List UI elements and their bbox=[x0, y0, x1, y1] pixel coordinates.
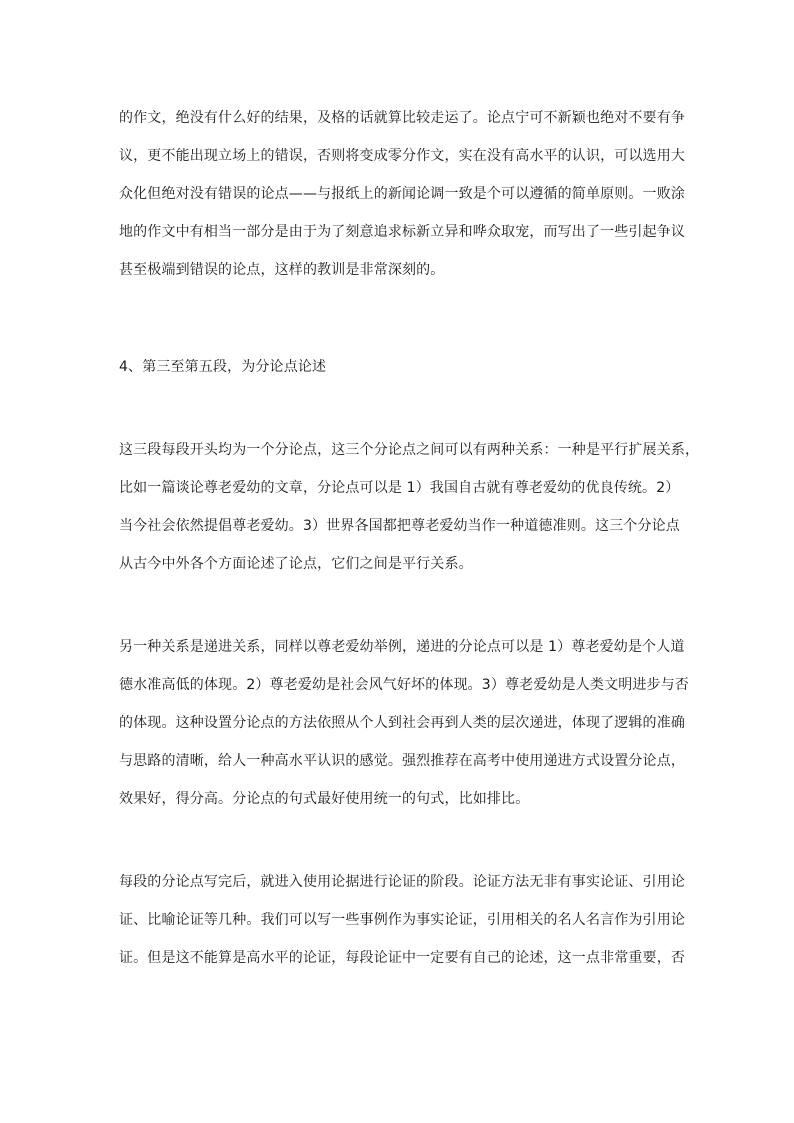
text-line: 的体现。这种设置分论点的方法依照从个人到社会再到人类的层次递进，体现了逻辑的准确 bbox=[119, 715, 685, 731]
text-line: 与思路的清晰，给人一种高水平认识的感觉。强烈推荐在高考中使用递进方式设置分论点， bbox=[119, 753, 685, 769]
text-line: 甚至极端到错误的论点，这样的教训是非常深刻的。 bbox=[119, 262, 445, 278]
text-line: 每段的分论点写完后，就进入使用论据进行论证的阶段。论证方法无非有事实论证、引用论 bbox=[119, 874, 685, 890]
text-line: 地的作文中有相当一部分是由于为了刻意追求标新立异和哗众取宠，而写出了一些引起争议 bbox=[119, 224, 685, 240]
text-line: 议，更不能出现立场上的错误，否则将变成零分作文，实在没有高水平的认识，可以选用大 bbox=[119, 148, 685, 164]
text-line: 比如一篇谈论尊老爱幼的文章，分论点可以是 1）我国自古就有尊老爱幼的优良传统。2） bbox=[119, 480, 680, 496]
text-line: 这三段每段开头均为一个分论点，这三个分论点之间可以有两种关系：一种是平行扩展关系， bbox=[119, 442, 700, 458]
text-line: 当今社会依然提倡尊老爱幼。3）世界各国都把尊老爱幼当作一种道德准则。这三个分论点 bbox=[119, 518, 680, 534]
text-line: 众化但绝对没有错误的论点——与报纸上的新闻论调一致是个可以遵循的简单原则。一败涂 bbox=[119, 186, 685, 202]
text-line: 另一种关系是递进关系，同样以尊老爱幼举例，递进的分论点可以是 1）尊老爱幼是个人道 bbox=[119, 639, 685, 655]
text-line: 效果好，得分高。分论点的句式最好使用统一的句式，比如排比。 bbox=[119, 791, 530, 807]
heading-line: 4、第三至第五段，为分论点论述 bbox=[119, 359, 327, 375]
text-line: 证。但是这不能算是高水平的论证，每段论证中一定要有自己的论述，这一点非常重要，否 bbox=[119, 950, 685, 966]
text-line: 证、比喻论证等几种。我们可以写一些事例作为事实论证，引用相关的名人名言作为引用论 bbox=[119, 912, 685, 928]
text-line: 的作文，绝没有什么好的结果，及格的话就算比较走运了。论点宁可不新颖也绝对不要有争 bbox=[119, 110, 685, 126]
text-line: 从古今中外各个方面论述了论点，它们之间是平行关系。 bbox=[119, 556, 473, 572]
text-line: 德水准高低的体现。2）尊老爱幼是社会风气好坏的体现。3）尊老爱幼是人类文明进步与否 bbox=[119, 677, 689, 693]
